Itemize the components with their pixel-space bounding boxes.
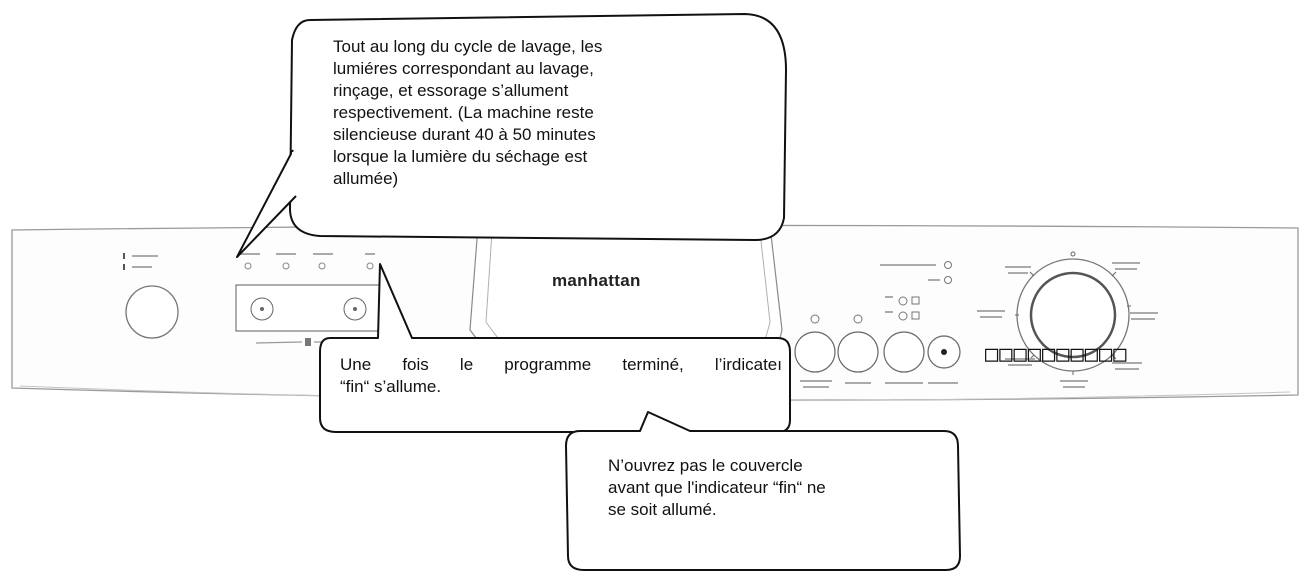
callout-bottom-line: avant que l'indicateur “fin“ ne <box>608 478 826 497</box>
callout-bottom-text <box>608 455 928 521</box>
callout-middle-text <box>340 354 782 398</box>
unrendered-glyphs: □□□□□□□□□□ <box>985 342 1128 367</box>
callout-top-line: lorsque la lumière du séchage est <box>333 147 588 166</box>
option-button-2[interactable] <box>838 332 878 372</box>
option-button-1[interactable] <box>795 332 835 372</box>
callout-bottom-line: N’ouvrez pas le couvercle <box>608 456 803 475</box>
option-button-3[interactable] <box>884 332 924 372</box>
power-button[interactable] <box>126 286 178 338</box>
callout-top-line: respectivement. (La machine reste <box>333 103 594 122</box>
callout-top-line: rinçage, et essorage s’allument <box>333 81 569 100</box>
callout-top-line: silencieuse durant 40 à 50 minutes <box>333 125 596 144</box>
callout-top-line: lumiéres correspondant au lavage, <box>333 59 594 78</box>
callout-middle-line: Une fois le programme terminé, l’irdicateı <box>340 355 782 374</box>
brand-logo: manhattan <box>552 271 641 290</box>
callout-middle-line: “fin“ s’allume. <box>340 377 442 396</box>
callout-top-line: allumée) <box>333 169 399 188</box>
callout-top-line: Tout au long du cycle de lavage, les <box>333 37 603 56</box>
callout-bottom-line: se soit allumé. <box>608 500 717 519</box>
callout-top-text <box>333 36 713 190</box>
